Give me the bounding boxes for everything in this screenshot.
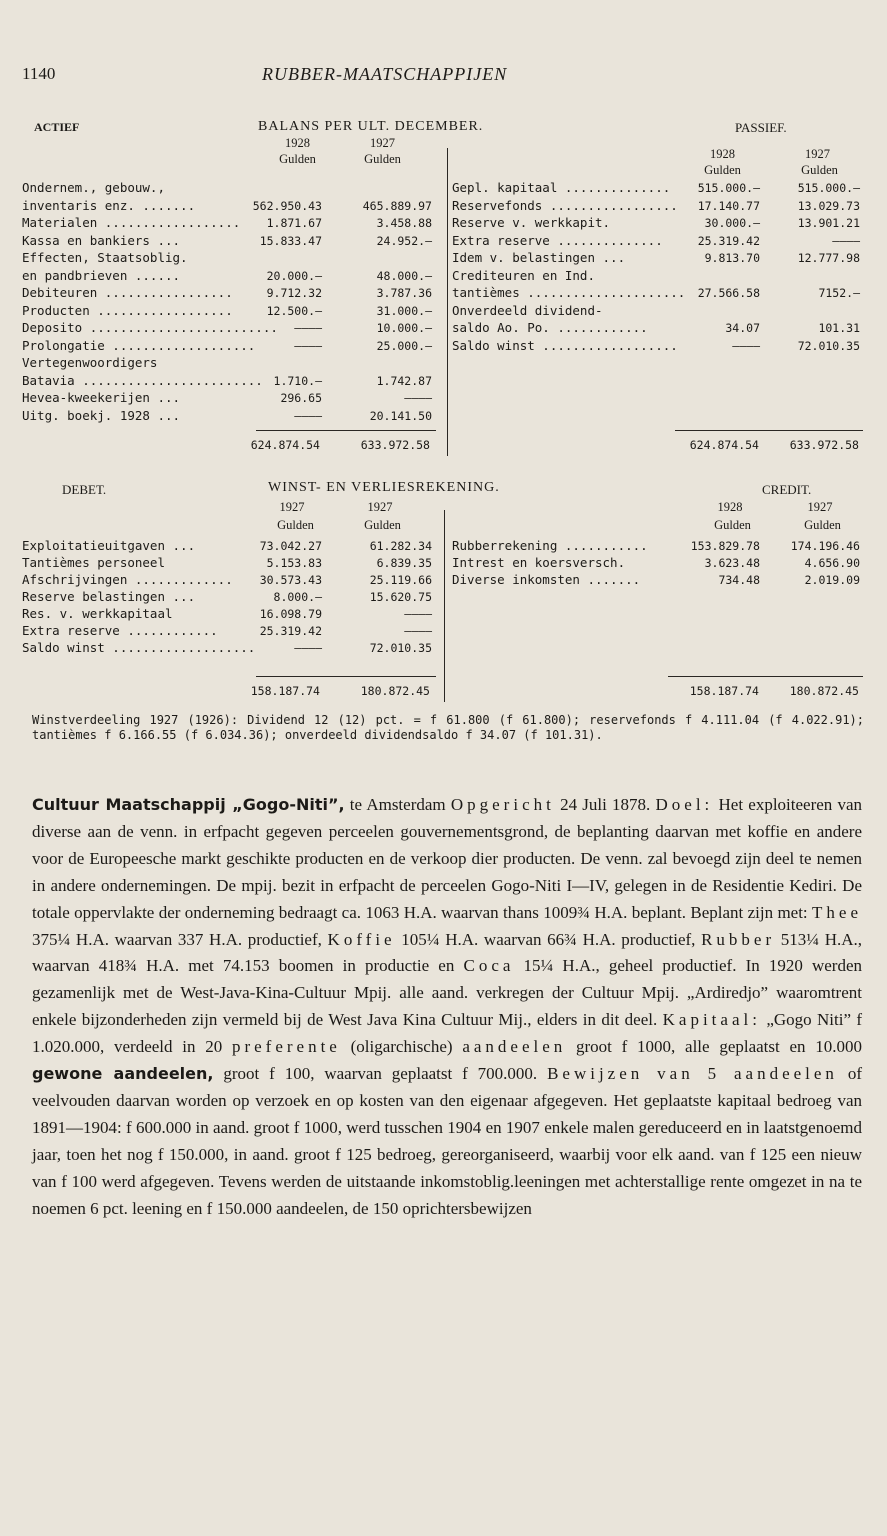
passief-heading: PASSIEF.: [735, 120, 787, 135]
kapitaal-text-4: groot f 100, waarvan geplaatst f 700.000.: [223, 1064, 538, 1084]
thee-text: 375¼ H.A. waarvan 337 H.A. productief,: [32, 929, 322, 949]
debet-value-2: 61.282.34: [369, 539, 432, 553]
passief-value-2: 12.777.98: [797, 251, 860, 265]
actief-label: Materialen ..................: [22, 215, 241, 230]
debet-label: Tantièmes personeel: [22, 555, 165, 570]
debet-label: Reserve belastingen ...: [22, 589, 196, 604]
actief-value-2: 1.742.87: [376, 373, 432, 388]
credit-value-1: 153.829.78: [690, 539, 760, 553]
debet-total-rule: [256, 676, 436, 677]
actief-row: [22, 268, 432, 284]
credit-row: [452, 572, 862, 588]
passief-row: [452, 215, 862, 231]
passief-row: [452, 285, 862, 301]
actief-value-2: 465.889.97: [362, 198, 432, 213]
pl-year-left-2: 1927: [367, 500, 393, 514]
rubber-text: 513¼ H.A., waarvan 418¾ H.A. met 74.153 boomen in productie en: [32, 929, 863, 976]
passief-label: Idem v. belastingen ...: [452, 250, 626, 265]
actief-row: [22, 180, 432, 196]
actief-value-1: 9.712.32: [266, 286, 322, 300]
debet-value-1: 25.319.42: [259, 624, 322, 638]
passief-label: Onverdeeld dividend-: [452, 302, 603, 318]
koffie-text: 105¼ H.A. waarvan 66¾ H.A. productief,: [401, 929, 696, 949]
kapitaal-text-3: groot f 1000, alle geplaatst en 10.000: [576, 1037, 863, 1057]
pl-year-left-1: 1927: [279, 500, 305, 514]
passief-value-2: 7152.—: [818, 286, 860, 300]
credit-value-1: 734.48: [718, 573, 760, 587]
passief-value-1: 25.319.42: [697, 233, 760, 248]
pl-unit-left-2: Gulden: [364, 518, 401, 532]
actief-row: [22, 355, 432, 371]
debet-total-1927: 158.187.74: [250, 684, 320, 698]
debet-label: Exploitatieuitgaven ...: [22, 538, 196, 553]
kapitaal-label: Kapitaal:: [662, 1010, 761, 1030]
passief-label: tantièmes .....................: [452, 285, 686, 300]
actief-total-1928: 624.874.54: [250, 438, 320, 452]
passief-row: [452, 303, 862, 319]
passief-value-2: ————: [832, 233, 860, 248]
actief-total-rule: [256, 430, 436, 431]
passief-label: Crediteuren en Ind.: [452, 267, 595, 283]
passief-value-2: 515.000.—: [797, 181, 860, 195]
company-name: Cultuur Maatschappij „Gogo-Niti”,: [32, 795, 345, 814]
kapitaal-text-2: (oligarchische): [350, 1037, 453, 1057]
debet-value-2: 6.839.35: [376, 556, 432, 570]
debet-value-1: 73.042.27: [259, 539, 322, 553]
actief-row: [22, 338, 432, 354]
debet-row: [22, 589, 432, 605]
passief-row: [452, 198, 862, 214]
actief-row: [22, 320, 432, 336]
credit-heading: CREDIT.: [762, 482, 812, 497]
koffie-label: Koffie: [327, 929, 396, 949]
bal-unit-left-1: Gulden: [279, 152, 316, 166]
debet-label: Saldo winst ...................: [22, 640, 256, 655]
debet-label: Res. v. werkkapitaal: [22, 606, 173, 621]
running-title: RUBBER-MAATSCHAPPIJEN: [262, 64, 508, 84]
actief-label: en pandbrieven ......: [22, 267, 181, 283]
passief-value-1: 515.000.—: [697, 181, 760, 195]
actief-label: Deposito .........................: [22, 320, 278, 335]
debet-value-2: ————: [404, 607, 432, 621]
passief-value-1: 9.813.70: [704, 251, 760, 265]
debet-value-1: 8.000.—: [273, 590, 322, 604]
passief-value-1: 34.07: [725, 321, 760, 335]
credit-row: [452, 555, 862, 571]
actief-label: Vertegenwoordigers: [22, 355, 158, 370]
doel-label: Doel:: [655, 795, 714, 814]
actief-value-1: 12.500.—: [266, 303, 322, 318]
actief-value-2: 48.000.—: [376, 268, 432, 283]
actief-label: Ondernem., gebouw.,: [22, 180, 165, 195]
actief-row: [22, 408, 432, 424]
bal-unit-right-1: Gulden: [704, 163, 741, 177]
passief-label: Extra reserve ..............: [452, 232, 663, 248]
company-entry: [32, 792, 862, 1223]
actief-value-1: ————: [294, 338, 322, 353]
actief-value-1: ————: [294, 321, 322, 335]
debet-value-2: ————: [404, 624, 432, 638]
debet-row: [22, 538, 432, 554]
debet-value-2: 15.620.75: [369, 590, 432, 604]
passief-value-1: 17.140.77: [697, 198, 760, 213]
doel-text: Het exploiteeren van diverse aan de venn. in erfpacht gegeven perceelen gouvernementsgrond, de beplanting daarvan met koffie en andere voor de Europeesche markt geschikte producten en de verkoop dier producten. De venn. zal bevoegd zijn deel te nemen in andere ondernemingen. De mpij. bezit in erfpacht de perceelen Gogo-Niti I—IV, gelegen in de Residentie Kediri. De totale oppervlakte der onderneming bedraagt ca. 1063 H.A. waarvan thans 1009¾ H.A. beplant. Beplant zijn met:: [32, 795, 863, 922]
page-number: 1140: [22, 64, 56, 83]
actief-value-2: ————: [404, 391, 432, 405]
actief-value-1: 1.871.67: [266, 216, 322, 230]
opgericht-label: Opgericht: [450, 795, 555, 814]
actief-row: [22, 198, 432, 214]
passief-label: Gepl. kapitaal ..............: [452, 180, 671, 195]
passief-label: Saldo winst ..................: [452, 337, 678, 353]
passief-total-1928: 624.874.54: [689, 438, 759, 452]
actief-value-2: 3.787.36: [376, 286, 432, 300]
balance-divider: [447, 148, 448, 456]
pl-heading: WINST- EN VERLIESREKENING.: [268, 480, 500, 495]
coca-label: Coca: [463, 956, 515, 976]
actief-value-1: ————: [294, 408, 322, 423]
actief-label: Prolongatie ...................: [22, 337, 256, 353]
bal-year-1928-left: 1928: [285, 136, 310, 150]
passief-total-1927: 633.972.58: [789, 438, 859, 452]
kapitaal-text-1: „Gogo Niti” f 1.020.000, verdeeld in 20: [32, 1010, 863, 1057]
pl-unit-right-2: Gulden: [804, 518, 841, 532]
credit-value-2: 174.196.46: [790, 539, 860, 553]
actief-row: [22, 390, 432, 406]
actief-row: [22, 373, 432, 389]
passief-value-1: 30.000.—: [704, 216, 760, 230]
actief-value-1: 296.65: [280, 391, 322, 405]
debet-row: [22, 623, 432, 639]
debet-heading: DEBET.: [62, 482, 107, 497]
debet-row: [22, 606, 432, 622]
passief-value-1: ————: [732, 338, 760, 353]
actief-row: [22, 215, 432, 231]
bal-unit-left-2: Gulden: [364, 152, 401, 166]
debet-total-1927b: 180.872.45: [360, 684, 430, 698]
actief-label: Batavia ........................: [22, 372, 263, 388]
actief-label: Hevea-kweekerijen ...: [22, 390, 181, 405]
credit-label: Intrest en koersversch.: [452, 555, 626, 570]
bal-year-1928-right: 1928: [710, 147, 735, 161]
passief-label: Reservefonds .................: [452, 197, 678, 213]
debet-row: [22, 640, 432, 656]
actief-value-1: 562.950.43: [252, 198, 322, 213]
passief-value-2: 72.010.35: [797, 338, 860, 353]
passief-row: [452, 250, 862, 266]
actief-row: [22, 250, 432, 266]
actief-label: Kassa en bankiers ...: [22, 232, 181, 248]
bal-year-1927-right: 1927: [805, 147, 830, 161]
rubber-label: Rubber: [701, 929, 776, 949]
credit-total-1927: 180.872.45: [789, 684, 859, 698]
debet-value-1: 16.098.79: [259, 607, 322, 621]
passief-row: [452, 268, 862, 284]
bewijzen-label: Bewijzen van 5 aandeelen: [547, 1064, 838, 1084]
passief-value-1: 27.566.58: [697, 286, 760, 300]
aandeelen-label: aandeelen: [462, 1037, 567, 1057]
opgericht-date: 24 Juli 1878.: [560, 795, 651, 814]
actief-label: Uitg. boekj. 1928 ...: [22, 407, 181, 423]
passief-row: [452, 233, 862, 249]
credit-value-2: 4.656.90: [804, 556, 860, 570]
actief-label: Debiteuren .................: [22, 285, 233, 300]
passief-row: [452, 180, 862, 196]
credit-total-1928: 158.187.74: [689, 684, 759, 698]
gewone-aandeelen-label: gewone aandeelen,: [32, 1064, 214, 1084]
actief-value-2: 25.000.—: [376, 338, 432, 353]
passief-value-2: 101.31: [818, 321, 860, 335]
actief-value-2: 20.141.50: [369, 408, 432, 423]
balance-heading: BALANS PER ULT. DECEMBER.: [258, 119, 484, 134]
debet-value-1: ————: [294, 641, 322, 655]
debet-value-2: 25.119.66: [369, 573, 432, 587]
actief-value-2: 24.952.—: [376, 233, 432, 248]
actief-row: [22, 285, 432, 301]
debet-value-2: 72.010.35: [369, 641, 432, 655]
actief-heading: ACTIEF: [34, 120, 80, 134]
debet-value-1: 5.153.83: [266, 556, 322, 570]
actief-row: [22, 233, 432, 249]
credit-row: [452, 538, 862, 554]
actief-row: [22, 303, 432, 319]
debet-label: Afschrijvingen .............: [22, 572, 233, 587]
actief-value-1: 15.833.47: [259, 233, 322, 248]
passief-row: [452, 338, 862, 354]
credit-label: Diverse inkomsten .......: [452, 572, 641, 587]
passief-value-2: 13.901.21: [797, 216, 860, 230]
company-place: te Amsterdam: [349, 795, 446, 814]
actief-value-1: 1.710.—: [273, 373, 322, 388]
actief-label: Effecten, Staatsoblig.: [22, 250, 188, 265]
debet-row: [22, 572, 432, 588]
pl-unit-left-1: Gulden: [277, 518, 314, 532]
credit-value-1: 3.623.48: [704, 556, 760, 570]
pl-year-right-1: 1928: [717, 500, 743, 514]
actief-total-1927: 633.972.58: [360, 438, 430, 452]
coca-text: 15¼ H.A., geheel productief. In 1920 werden gezamenlijk met de West-Java-Kina-Cultuur Mpij. alle aand. verkregen der Cultuur Mpij. „Ardiredjo” waaromtrent enkele bijzonderheden zijn vermeld bij de West Java Kina Cultuur Mij., elders in dit deel.: [32, 956, 863, 1030]
debet-row: [22, 555, 432, 571]
passief-value-2: 13.029.73: [797, 198, 860, 213]
passief-label: Reserve v. werkkapit.: [452, 215, 611, 230]
credit-label: Rubberrekening ...........: [452, 538, 648, 553]
bal-unit-right-2: Gulden: [801, 163, 838, 177]
bal-year-1927-left: 1927: [370, 136, 395, 150]
preferente-label: preferente: [231, 1037, 341, 1057]
actief-value-2: 31.000.—: [376, 303, 432, 318]
winstverdeeling-note: Winstverdeeling 1927 (1926): Dividend 12 (12) pct. = f 61.800 (f 61.800); reservefonds f 4.111.04 (f 4.022.91); tantièmes f 6.166.55 (f 6.034.36); onverdeeld dividendsaldo f 34.07 (f 101.31).: [32, 713, 864, 742]
passief-total-rule: [675, 430, 863, 431]
actief-value-2: 3.458.88: [376, 216, 432, 230]
credit-value-2: 2.019.09: [804, 573, 860, 587]
passief-label: saldo Ao. Po. ............: [452, 320, 648, 335]
pl-year-right-2: 1927: [807, 500, 833, 514]
actief-value-1: 20.000.—: [266, 268, 322, 283]
debet-value-1: 30.573.43: [259, 573, 322, 587]
actief-label: inventaris enz. .......: [22, 197, 196, 213]
actief-value-2: 10.000.—: [376, 321, 432, 335]
debet-label: Extra reserve ............: [22, 623, 218, 638]
thee-label: Thee: [812, 902, 862, 922]
passief-row: [452, 320, 862, 336]
credit-total-rule: [668, 676, 863, 677]
pl-divider: [444, 510, 445, 702]
bewijzen-text: of veelvouden daarvan worden op verzoek en op kosten van den eigenaar afgegeven. Het geplaatste kapitaal bedroeg van 1891—1904: f 600.000 in aand. groot f 1000, werd tusschen 1904 en 1907 enkele malen gereduceerd en in laatstgenoemd jaar, toen het nog f 150.000, in aand. groot f 125 bedroeg, gereorganiseerd, waarbij voor elk aand. van f 125 een nieuw van f 100 werd afgegeven. Tevens werden de uitstaande inkomstoblig.leeningen met achterstallige rente omgezet in na te noemen 6 pct. leening en f 150.000 aandeelen, de 150 oprichtersbewijzen: [32, 1064, 862, 1218]
pl-unit-right-1: Gulden: [714, 518, 751, 532]
actief-label: Producten ..................: [22, 302, 233, 318]
